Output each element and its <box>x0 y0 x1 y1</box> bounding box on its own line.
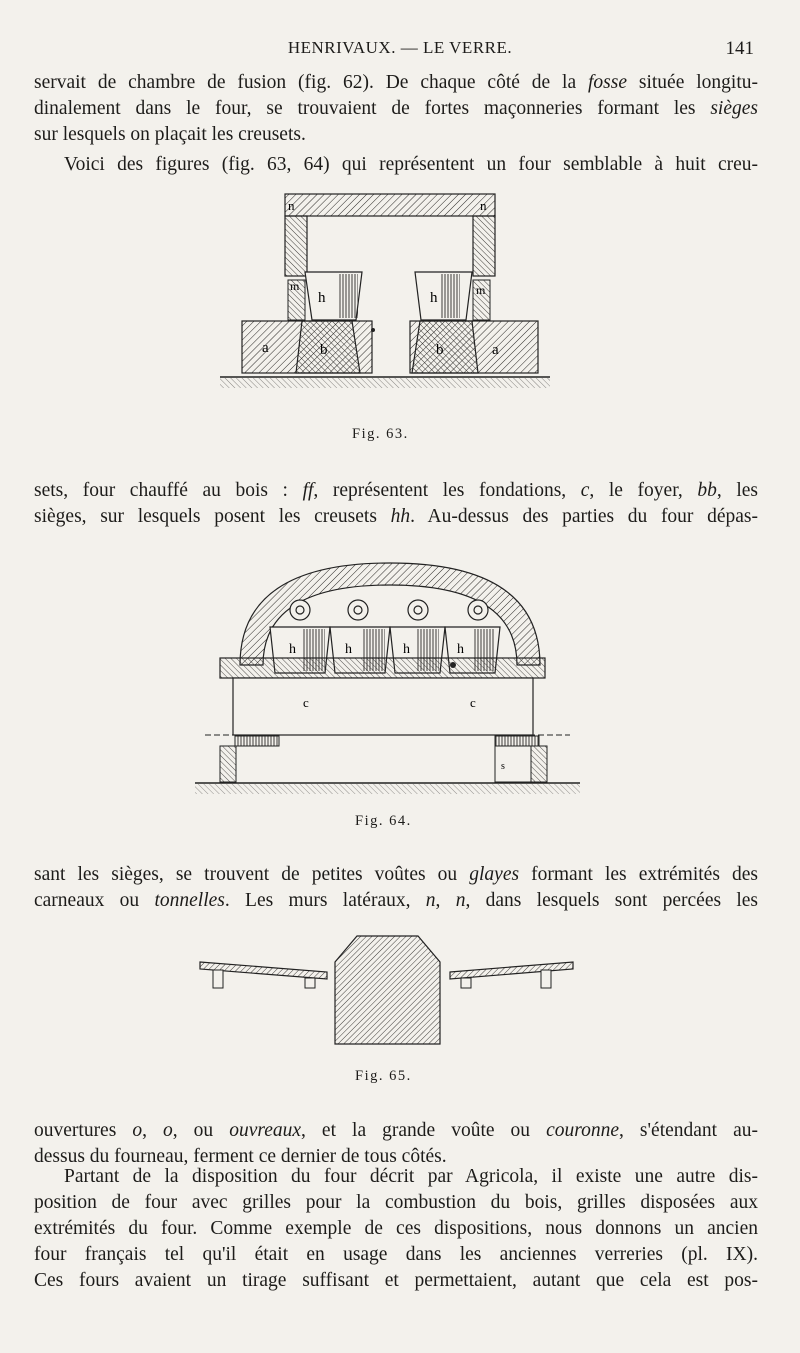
text-line: Partant de la disposition du four décrit par Agricola, il existe une autre dis- <box>64 1166 758 1187</box>
label-h-1: h <box>289 642 296 657</box>
paragraph-2 <box>34 152 758 178</box>
label-c-left: c <box>303 695 309 710</box>
paragraph-4 <box>34 862 758 914</box>
page-header <box>0 38 800 64</box>
running-head: HENRIVAUX. — LE VERRE. <box>287 38 513 57</box>
text-line: sur lesquels on plaçait les creusets. <box>34 124 306 145</box>
label-c-right: c <box>470 695 476 710</box>
label-a-right: a <box>492 342 499 358</box>
text-line: ouvertures o, o, ou ouvreaux, et la grande voûte ou couronne, s'étendant au- <box>34 1120 759 1141</box>
text-line: dessus du fourneau, ferment ce dernier de tous côtés. <box>34 1146 447 1167</box>
label-h-4: h <box>457 642 464 657</box>
label-h-left: h <box>318 290 326 306</box>
text-line: dinalement dans le four, se trouvaient de fortes maçonneries formant les sièges <box>34 98 758 119</box>
label-n-right: n <box>480 198 487 213</box>
text-line: four français tel qu'il était en usage dans les anciennes verreries (pl. IX). <box>34 1244 758 1265</box>
siege-and-glaye-illustration <box>195 932 585 1072</box>
label-b-right: b <box>436 342 444 358</box>
label-m-left: m <box>290 279 300 293</box>
label-s: s <box>501 761 505 772</box>
figure-caption: Fig. 63. <box>352 426 409 442</box>
label-n-left: n <box>288 198 295 213</box>
label-h-3: h <box>403 642 410 657</box>
page-number: 141 <box>725 38 754 59</box>
text-line: carneaux ou tonnelles. Les murs latéraux, n, n, dans lesquels sont percées les <box>34 890 759 911</box>
label-m-right: m <box>476 283 486 297</box>
text-line: sets, four chauffé au bois : ff, représentent les fondations, c, le foyer, bb, les <box>34 480 758 501</box>
paragraph-1 <box>34 70 758 148</box>
paragraph-5 <box>34 1118 758 1170</box>
furnace-elevation-illustration <box>195 555 585 840</box>
text-line: extrémités du four. Comme exemple de ces dispositions, nous donnons un ancien <box>34 1218 758 1239</box>
label-b-left: b <box>320 342 328 358</box>
label-h-right: h <box>430 290 438 306</box>
text-line: sant les sièges, se trouvent de petites voûtes ou glayes formant les extrémités des <box>34 864 758 885</box>
figure-caption: Fig. 65. <box>355 1068 412 1084</box>
text-line: Voici des figures (fig. 63, 64) qui représentent un four semblable à huit creu- <box>64 154 758 175</box>
label-h-2: h <box>345 642 352 657</box>
paragraph-6 <box>34 1164 758 1294</box>
text-line: sièges, sur lesquels posent les creusets hh. Au-dessus des parties du four dépas- <box>34 506 758 527</box>
figure-caption: Fig. 64. <box>355 813 412 829</box>
text-line: servait de chambre de fusion (fig. 62). De chaque côté de la fosse située longitu- <box>34 72 758 93</box>
figure-63 <box>210 188 560 458</box>
figure-65 <box>195 932 585 1092</box>
figure-64 <box>195 555 585 840</box>
text-line: Ces fours avaient un tirage suffisant et permettaient, autant que cela est pos- <box>34 1270 758 1291</box>
text-line: position de four avec grilles pour la combustion du bois, grilles disposées aux <box>34 1192 758 1213</box>
label-a-left: a <box>262 340 269 356</box>
furnace-section-illustration <box>210 188 560 458</box>
paragraph-3 <box>34 478 758 530</box>
